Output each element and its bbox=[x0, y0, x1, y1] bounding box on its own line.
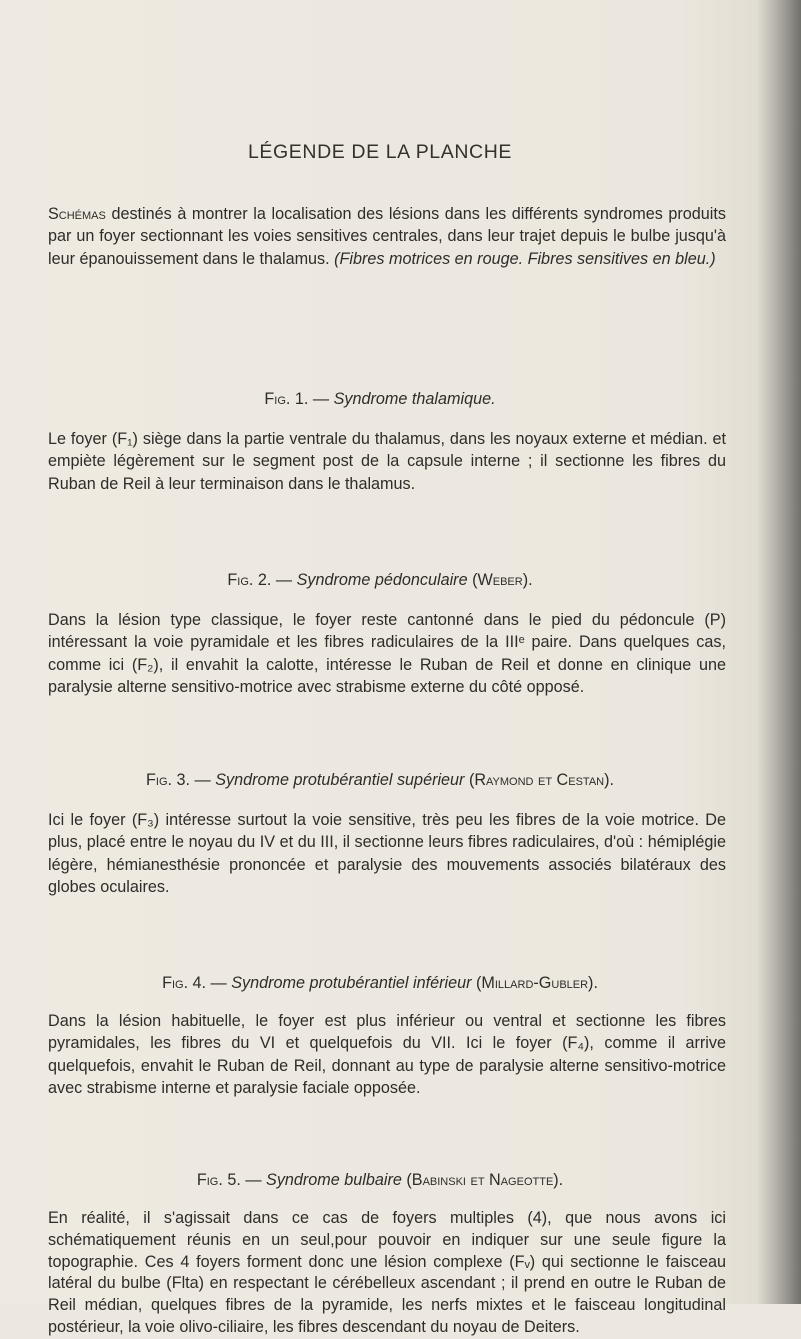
intro-note: (Fibres motrices en rouge. Fibres sensitives en bleu.) bbox=[334, 249, 716, 268]
fig-4-authors: (Millard-Gubler). bbox=[471, 974, 598, 992]
fig-1-heading bbox=[0, 390, 760, 409]
page-title: LÉGENDE DE LA PLANCHE bbox=[247, 141, 513, 163]
intro-text: destinés à montrer la localisation des lésions dans les différents syndromes produits par un foyer sectionnant les voies sensitives centrales, dans leur trajet depuis le bulbe jusqu'à leur épanouissement dans le thalamus. bbox=[48, 205, 726, 268]
fig-5-label: Fig. 5. bbox=[196, 1171, 241, 1189]
fig-4-description: Dans la lésion habituelle, le foyer est plus inférieur ou ventral et sectionne les fibres pyramidales, les fibres du VI et quelquefois du VII. Ici le foyer (F₄), comme il arrive quelquefois, envahit le Ruban de Reil, donnant au type de paralysie alterne sensitivo-motrice avec strabisme interne et paralysie faciale opposée. bbox=[48, 1012, 726, 1098]
fig-2-authors: (Weber). bbox=[467, 571, 533, 589]
fig-1-dash: — bbox=[308, 390, 334, 408]
fig-3-description: Ici le foyer (F₃) intéresse surtout la voie sensitive, très peu les fibres de la voie motrice. De plus, placé entre le noyau du IV et du III, il sectionne leurs fibres radiculaires, d'où : hémiplégie légère, hémianesthésie prononcée et paralysie des mouvements associés bilatéraux des globes oculaires. bbox=[48, 811, 726, 897]
fig-2-description: Dans la lésion type classique, le foyer reste cantonné dans le pied du pédoncule (P) intéressant la voie pyramidale et les fibres radiculaires de la IIIᵉ paire. Dans quelques cas, comme ici (F₂), il envahit la calotte, intéresse le Ruban de Reil et donne en clinique une paralysie alterne sensitivo-motrice avec strabisme externe du côté opposé. bbox=[48, 611, 726, 697]
fig-2-heading bbox=[0, 571, 760, 590]
fig-4-dash: — bbox=[206, 974, 232, 992]
fig-2-label: Fig. 2. bbox=[227, 571, 272, 589]
fig-1-description: Le foyer (F₁) siège dans la partie ventrale du thalamus, dans les noyaux externe et médian. et empiète légèrement sur le segment post de la capsule interne ; il sectionne les fibres du Ruban de Reil à leur terminaison dans le thalamus. bbox=[48, 430, 726, 493]
fig-2-dash: — bbox=[271, 571, 297, 589]
page-edge-shadow bbox=[757, 0, 801, 1304]
fig-3-authors: (Raymond et Cestan). bbox=[464, 771, 614, 789]
fig-3-syndrome: Syndrome protubérantiel supérieur bbox=[215, 771, 465, 789]
intro-paragraph bbox=[48, 203, 726, 270]
intro-lead: Schémas bbox=[48, 205, 106, 223]
fig-3-heading bbox=[0, 771, 760, 790]
fig-5-authors: (Babinski et Nageotte). bbox=[401, 1171, 564, 1189]
fig-5-dash: — bbox=[240, 1171, 267, 1189]
fig-1-label: Fig. 1. bbox=[264, 390, 309, 408]
fig-5-heading bbox=[0, 1171, 760, 1190]
fig-3-dash: — bbox=[190, 771, 216, 789]
fig-2-syndrome: Syndrome pédonculaire bbox=[296, 571, 468, 589]
fig-4-label: Fig. 4. bbox=[162, 974, 207, 992]
fig-4-syndrome: Syndrome protubérantiel inférieur bbox=[231, 974, 472, 992]
fig-4-heading bbox=[0, 974, 760, 993]
fig-1-syndrome: Syndrome thalamique. bbox=[333, 390, 496, 408]
fig-3-label: Fig. 3. bbox=[146, 771, 191, 789]
fig-5-syndrome: Syndrome bulbaire bbox=[266, 1171, 402, 1189]
fig-5-description: En réalité, il s'agissait dans ce cas de foyers multiples (4), que nous avons ici schématiquement réunis en un seul,pour pouvoir en indiquer sur une seule figure la topographie. Ces 4 foyers forment donc une lésion complexe (Fᵥ) qui sectionne le faisceau latéral du bulbe (Flta) en respectant le cérébelleux ascendant ; il prend en outre le Ruban de Reil médian, quelques fibres de la pyramide, les nerfs mixtes et le faisceau longitudinal postérieur, la voie olivo-ciliaire, les fibres descendant du noyau de Deiters. bbox=[48, 1209, 726, 1336]
